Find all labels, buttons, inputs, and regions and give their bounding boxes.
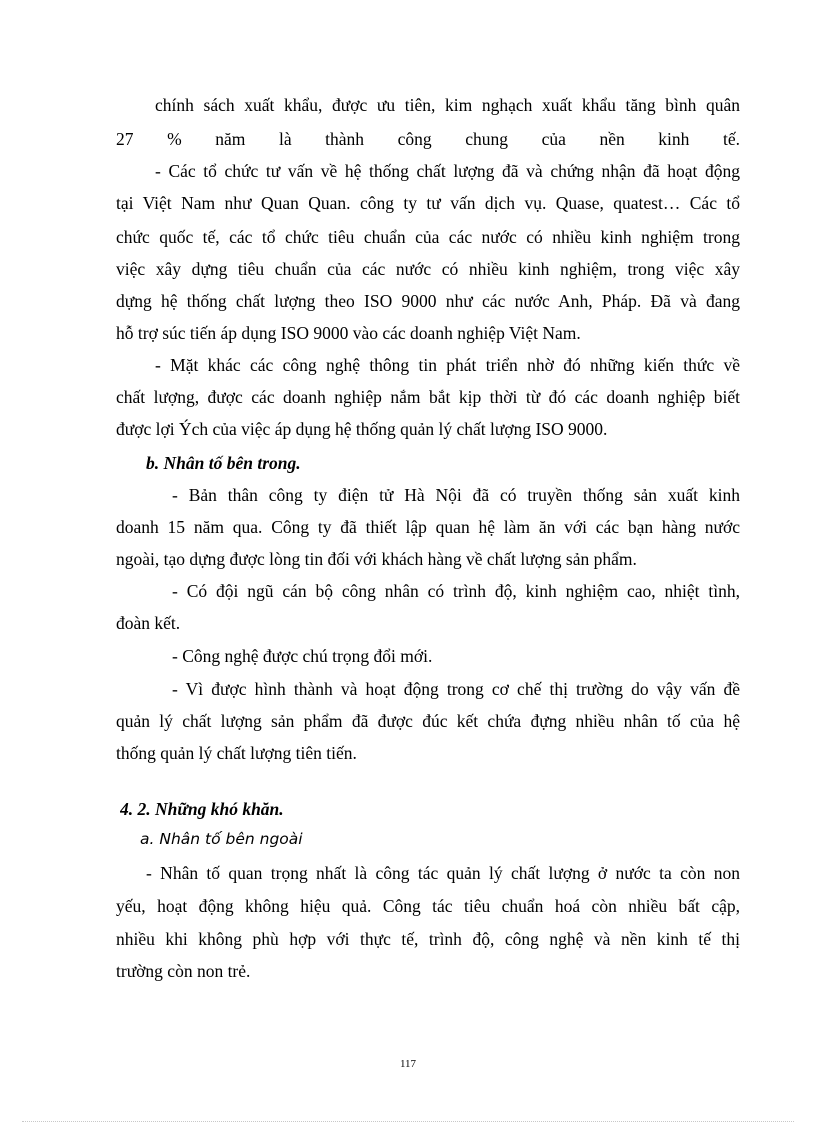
paragraph-line: quản lý chất lượng sản phẩm đã được đúc kết chứa đựng nhiều nhân tố của hệ (116, 711, 740, 731)
paragraph-line: hỗ trợ súc tiến áp dụng ISO 9000 vào các doanh nghiệp Việt Nam. (116, 323, 581, 343)
paragraph-line: thống quản lý chất lượng tiên tiến. (116, 743, 357, 763)
paragraph-line: chức quốc tế, các tổ chức tiêu chuẩn của các nước có nhiều kinh nghiệm trong (116, 227, 740, 247)
paragraph-line: nhiều khi không phù hợp với thực tế, trình độ, công nghệ và nền kinh tế thị (116, 929, 740, 949)
paragraph-line: đoàn kết. (116, 613, 181, 633)
paragraph-line: yếu, hoạt động không hiệu quả. Công tác tiêu chuẩn hoá còn nhiều bất cập, (116, 896, 740, 916)
paragraph-line: 27 % năm là thành công chung của nền kinh tế. (116, 129, 740, 149)
paragraph-line: - Công nghệ được chú trọng đổi mới. (172, 646, 433, 666)
paragraph-line: doanh 15 năm qua. Công ty đã thiết lập quan hệ làm ăn với các bạn hàng nước (116, 517, 740, 537)
paragraph-line: chính sách xuất khẩu, được ưu tiên, kim nghạch xuất khẩu tăng bình quân (155, 95, 740, 115)
paragraph-line: ngoài, tạo dựng được lòng tin đối với khách hàng về chất lượng sản phẩm. (116, 549, 637, 569)
paragraph-line: - Các tổ chức tư vấn về hệ thống chất lượng đã và chứng nhận đã hoạt động (155, 161, 740, 181)
paragraph-line: - Bản thân công ty điện tử Hà Nội đã có truyền thống sản xuất kinh (172, 485, 740, 505)
paragraph-line: tại Việt Nam như Quan Quan. công ty tư vấn dịch vụ. Quase, quatest… Các tổ (116, 193, 740, 213)
paragraph-line: chất lượng, được các doanh nghiệp nắm bắt kịp thời từ đó các doanh nghiệp biết (116, 387, 740, 407)
paragraph-line: được lợi Ých của việc áp dụng hệ thống quản lý chất lượng ISO 9000. (116, 419, 608, 439)
paragraph-line: việc xây dựng tiêu chuẩn của các nước có nhiều kinh nghiệm, trong việc xây (116, 259, 740, 279)
section-heading: b. Nhân tố bên trong. (146, 453, 301, 473)
section-heading: 4. 2. Những khó khăn. (120, 799, 284, 819)
paragraph-line: trường còn non trẻ. (116, 961, 251, 981)
paragraph-line: dựng hệ thống chất lượng theo ISO 9000 như các nước Anh, Pháp. Đã và đang (116, 291, 740, 311)
page-number: 117 (399, 1058, 417, 1070)
paragraph-line: - Mặt khác các công nghệ thông tin phát triển nhờ đó những kiến thức về (155, 355, 740, 375)
paragraph-line: - Có đội ngũ cán bộ công nhân có trình độ, kinh nghiệm cao, nhiệt tình, (172, 581, 740, 601)
paragraph-line: - Vì được hình thành và hoạt động trong cơ chế thị trường do vậy vấn đề (172, 679, 740, 699)
paragraph-line: - Nhân tố quan trọng nhất là công tác quản lý chất lượng ở nước ta còn non (146, 863, 740, 883)
footer-divider (22, 1121, 794, 1122)
subsection-heading: a. Nhân tố bên ngoài (140, 830, 303, 848)
